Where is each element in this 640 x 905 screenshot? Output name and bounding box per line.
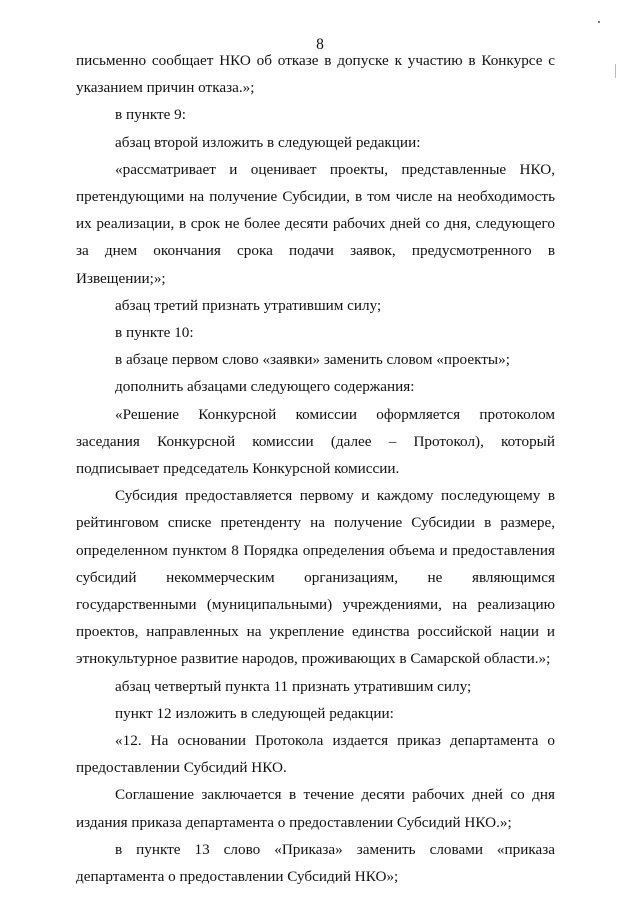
- paragraph-4: «рассматривает и оценивает проекты, представленные НКО, претендующими на получение Субсидии, в том числе на необходимость их реализации, в срок не более десяти рабочих дней со дня, следующего за днем окончания срока подачи заявок, предусмотренного в Извещении;»;: [76, 160, 555, 287]
- document-body: [76, 47, 555, 890]
- paragraph-10: Субсидия предоставляется первому и каждому последующему в рейтинговом списке претенденту на получение Субсидии в размере, определенном пунктом 8 Порядка определения объема и предоставления субсидий некоммерческим организациям, не являющимся государственными (муниципальными) учреждениями, на реализацию проектов, направленных на укрепление единства российской нации и этнокультурное развитие народов, проживающих в Самарской области.»;: [76, 487, 555, 668]
- page-number: 8: [316, 36, 324, 53]
- paragraph-3: абзац второй изложить в следующей редакции:: [115, 133, 421, 151]
- paragraph-7: в абзаце первом слово «заявки» заменить словом «проекты»;: [115, 351, 510, 369]
- paragraph-11: абзац четвертый пункта 11 признать утратившим силу;: [115, 677, 472, 695]
- paragraph-5: абзац третий признать утратившим силу;: [115, 296, 382, 314]
- paragraph-14: Соглашение заключается в течение десяти рабочих дней со дня издания приказа департамента о предоставлении Субсидий НКО.»;: [76, 786, 555, 831]
- paragraph-12: пункт 12 изложить в следующей редакции:: [115, 704, 394, 722]
- paragraph-8: дополнить абзацами следующего содержания:: [115, 378, 415, 396]
- paragraph-6: в пункте 10:: [115, 324, 194, 342]
- paragraph-1: письменно сообщает НКО об отказе в допуске к участию в Конкурсе с указанием причин отказа.»;: [76, 52, 555, 97]
- scan-mark: [615, 64, 616, 78]
- paragraph-15: в пункте 13 слово «Приказа» заменить словами «приказа департамента о предоставлении Субсидий НКО»;: [76, 840, 555, 886]
- paragraph-9: «Решение Конкурсной комиссии оформляется протоколом заседания Конкурсной комиссии (далее – Протокол), который подписывает председатель Конкурсной комиссии.: [76, 405, 555, 478]
- paragraph-13: «12. На основании Протокола издается приказ департамента о предоставлении Субсидий НКО.: [76, 732, 555, 777]
- paragraph-2: в пункте 9:: [115, 106, 186, 124]
- scan-mark: [598, 21, 600, 23]
